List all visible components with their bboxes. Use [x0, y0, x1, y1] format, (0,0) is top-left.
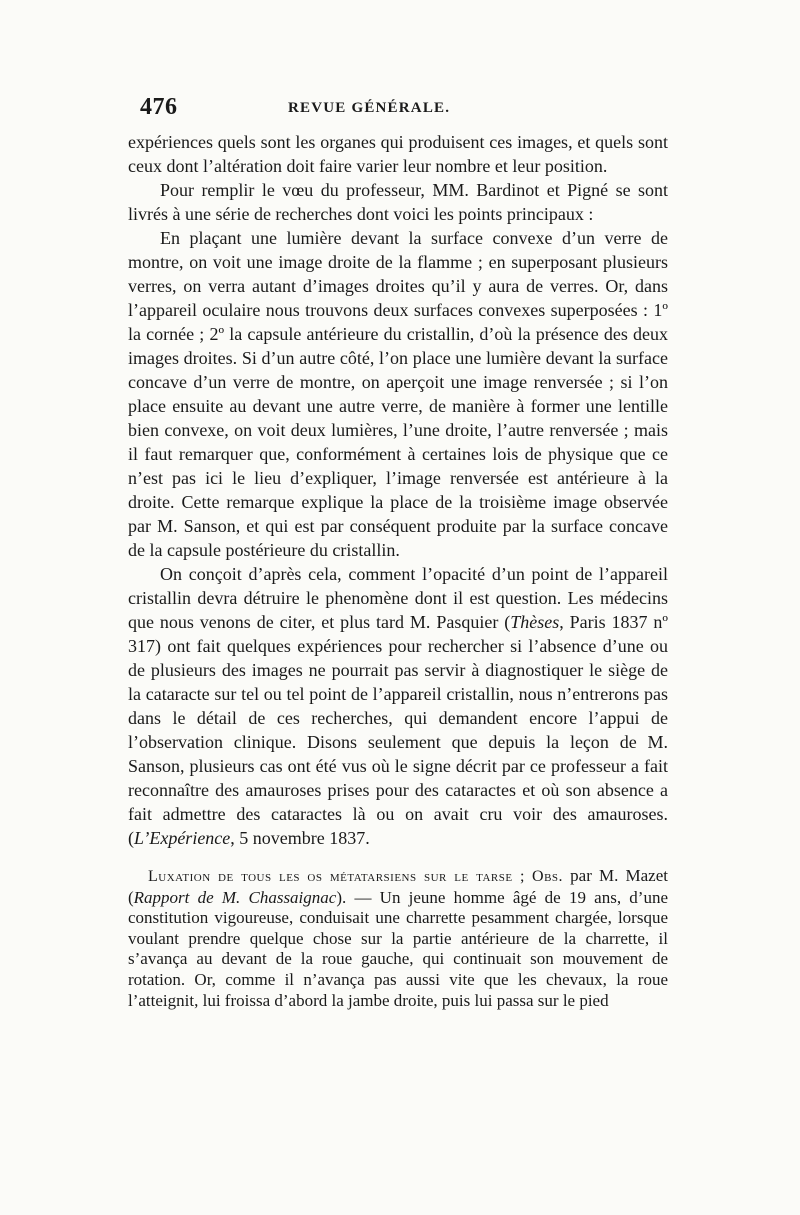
page-header	[128, 94, 668, 128]
paragraph: En plaçant une lumière devant la surface convexe d’un verre de montre, on voit une image droite de la flamme ; en superposant plusieurs verres, on verra autant d’images droites qu’il y aura de verres. Or, dans l’appareil oculaire nous trouvons deux surfaces convexes superposées : 1º la cornée ; 2º la capsule antérieure du cristallin, d’où la présence des deux images droites. Si d’un autre côté, l’on place une lumière devant la surface concave d’un verre de montre, on aperçoit une image renversée ; si l’on place ensuite au devant une autre verre, de manière à former une lentille bien convexe, on voit deux lumières, l’une droite, l’autre renversée ; mais il faut remarquer que, conformément à certaines lois de physique que ce n’est pas ici le lieu d’expliquer, l’image renversée est antérieure à la droite. Cette remarque explique la place de la troisième image observée par M. Sanson, et qui est par conséquent produite par la surface concave de la capsule postérieure du cristallin.	[128, 228, 668, 560]
observation-paragraph	[128, 866, 668, 1011]
paragraph-text: , 5 novembre 1837.	[230, 828, 370, 848]
paragraph-text: On conçoit d’après cela, comment l’opacité d’un point de l’appareil cristallin devra détruire le phenomène dont il est question. Les médecins que nous venons de citer, et plus tard M. Pasquier (	[128, 564, 668, 632]
observation-title: Luxation de tous les os métatarsiens sur le tarse ;	[148, 868, 525, 885]
paragraph	[128, 562, 668, 850]
page	[128, 94, 668, 1011]
paragraph-text: , Paris 1837 nº 317) ont fait quelques expériences pour rechercher si l’absence d’une ou de plusieurs des images ne pourrait pas servir à diagnostiquer le siège de la cataracte sur tel ou tel point de l’appareil cristallin, nous n’entrerons pas dans le détail de ces recherches, qui demandent encore l’appui de l’observation clinique. Disons seulement que depuis la leçon de M. Sanson, plusieurs cas ont été vus où le signe décrit par ce professeur a fait reconnaître des amauroses prises pour des cataractes et où son absence a fait admettre des cataractes là ou on avait cru voir des amauroses. (	[128, 612, 668, 848]
page-number: 476	[140, 94, 178, 120]
report-italic: Rapport de M. Chassaignac	[133, 887, 337, 907]
obs-label: Obs.	[532, 868, 564, 885]
observation-text: par M. Mazet (	[128, 866, 668, 907]
article-body	[128, 130, 668, 850]
paragraph: expériences quels sont les organes qui produisent ces images, et quels sont ceux dont l’altération doit faire varier leur nombre et leur position.	[128, 132, 668, 176]
paragraph: Pour remplir le vœu du professeur, MM. Bardinot et Pigné se sont livrés à une série de recherches dont voici les points principaux :	[128, 180, 668, 224]
observation-text: ). — Un jeune homme âgé de 19 ans, d’une constitution vigoureuse, conduisait une charrette pesamment chargée, lorsque voulant prendre quelque chose sur la partie antérieure de la charrette, il s’avança au devant de la roue gauche, qui continuait son mouvement de rotation. Or, comme il n’avança pas aussi vite que les chevaux, la roue l’atteignit, lui froissa d’abord la jambe droite, puis lui passa sur le pied	[128, 887, 668, 1010]
source-italic: L’Expérience	[134, 828, 231, 848]
running-title: REVUE GÉNÉRALE.	[288, 100, 451, 116]
citation-italic: Thèses	[510, 612, 560, 632]
observation-section	[128, 866, 668, 1011]
